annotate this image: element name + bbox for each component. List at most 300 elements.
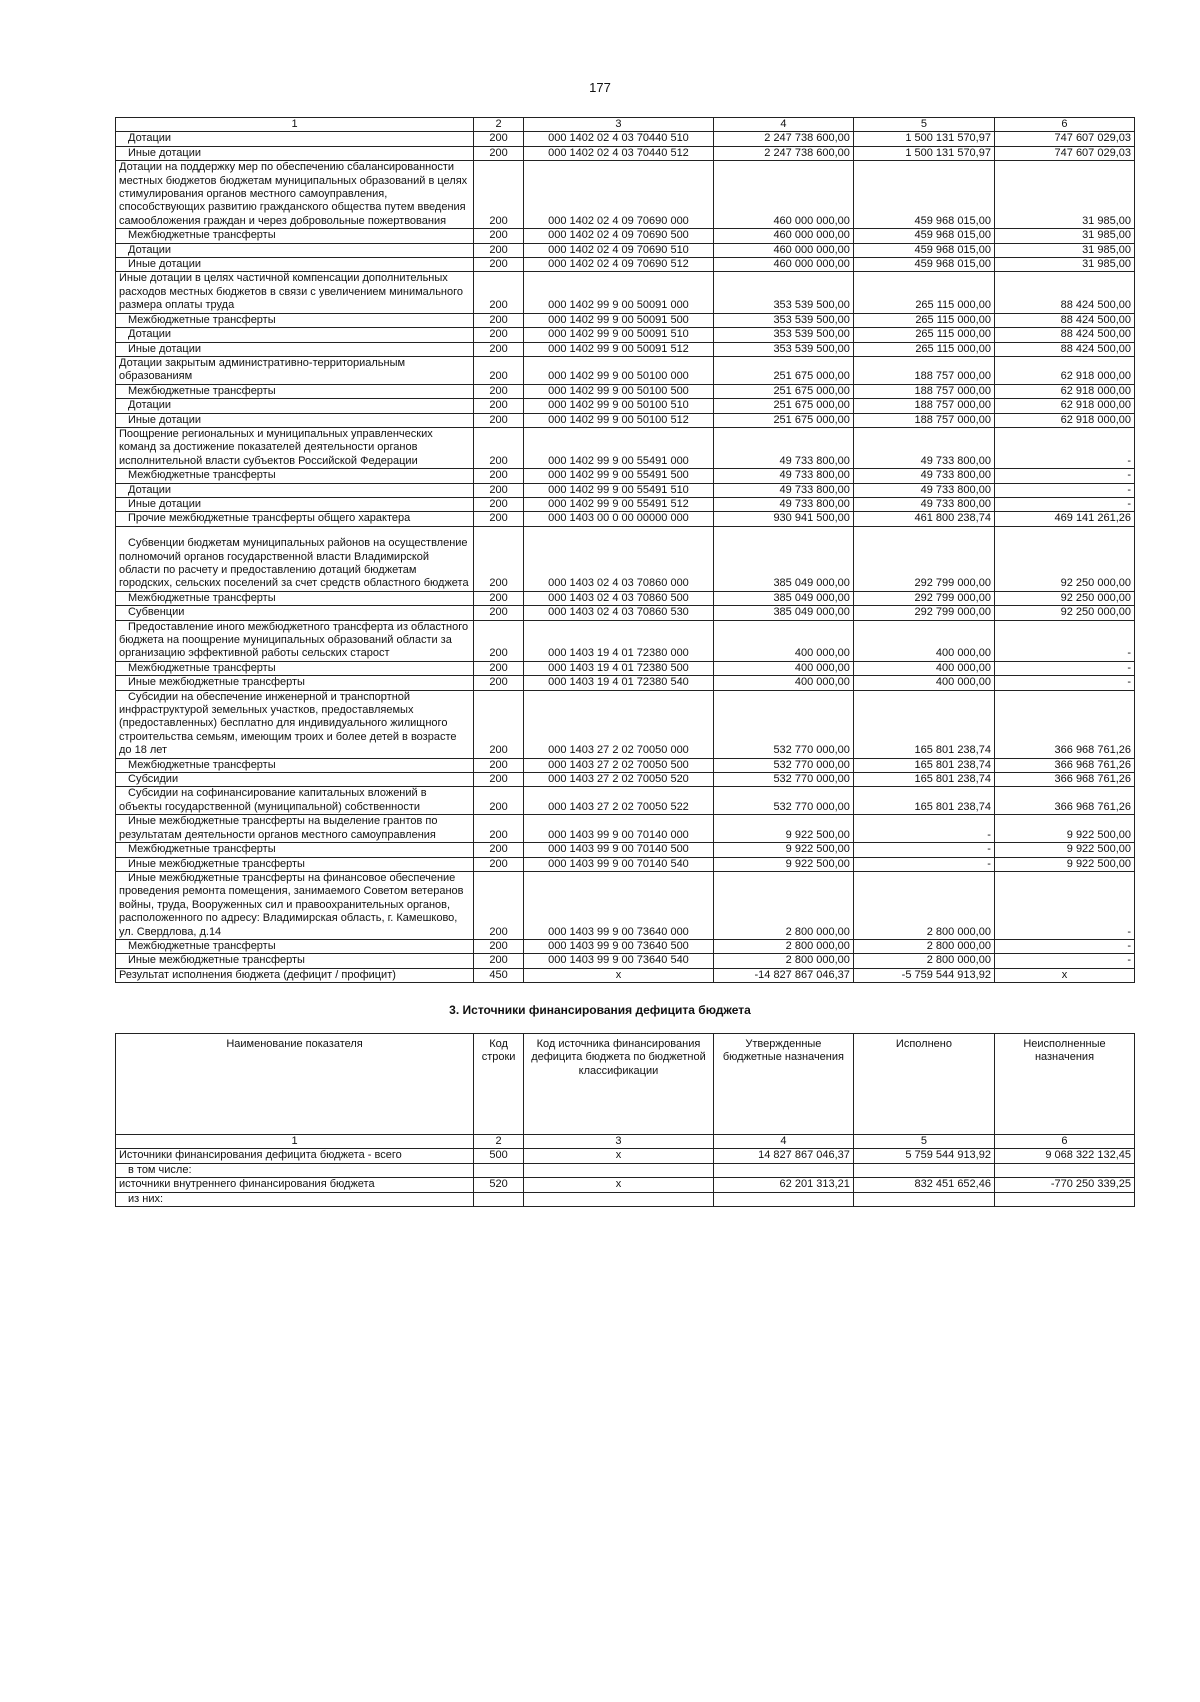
- indicator-name-cell: Иные межбюджетные трансферты: [116, 857, 474, 871]
- indicator-name-cell: Дотации: [116, 132, 474, 146]
- indicator-name-cell: Дотации на поддержку мер по обеспечению сбалансированности местных бюджетов бюджетам муниципальных образований в целях стимулирования органов местного самоуправления, способствующих развитию гражданского общества путем введения самообложения граждан и через добровольные пожертвования: [116, 161, 474, 229]
- indicator-name-cell: Межбюджетные трансферты: [116, 661, 474, 675]
- approved-amount-cell: 400 000,00: [713, 661, 853, 675]
- line-code-cell: 200: [474, 243, 524, 257]
- executed-amount-cell: 49 733 800,00: [853, 469, 994, 483]
- executed-amount-cell: 459 968 015,00: [853, 161, 994, 229]
- executed-amount-cell: 165 801 238,74: [853, 690, 994, 758]
- classification-code-cell: 000 1403 27 2 02 70050 522: [524, 787, 714, 815]
- column-number: 1: [116, 118, 474, 132]
- executed-amount-cell: 49 733 800,00: [853, 483, 994, 497]
- classification-code-cell: 000 1403 99 9 00 73640 540: [524, 954, 714, 968]
- classification-code-cell: 000 1402 02 4 09 70690 000: [524, 161, 714, 229]
- header-cell: Неисполненные назначения: [994, 1034, 1134, 1135]
- deficit-sources-table: [115, 1033, 1135, 1207]
- executed-amount-cell: 265 115 000,00: [853, 313, 994, 327]
- table-row: [116, 690, 1135, 758]
- line-code-cell: 200: [474, 413, 524, 427]
- executed-amount-cell: 292 799 000,00: [853, 591, 994, 605]
- approved-amount-cell: 930 941 500,00: [713, 512, 853, 526]
- approved-amount-cell: -14 827 867 046,37: [713, 968, 853, 982]
- line-code-cell: 200: [474, 857, 524, 871]
- table-row: [116, 954, 1135, 968]
- indicator-name-cell: Дотации закрытым административно-территориальным образованиям: [116, 356, 474, 384]
- approved-amount-cell: 353 539 500,00: [713, 342, 853, 356]
- column-number: 4: [713, 1135, 853, 1149]
- approved-amount-cell: 2 800 000,00: [713, 871, 853, 939]
- executed-amount-cell: 49 733 800,00: [853, 427, 994, 468]
- unexecuted-amount-cell: -: [994, 497, 1134, 511]
- executed-amount-cell: 292 799 000,00: [853, 606, 994, 620]
- approved-amount-cell: 353 539 500,00: [713, 328, 853, 342]
- column-number: 6: [994, 118, 1134, 132]
- line-code-cell: 200: [474, 328, 524, 342]
- table-row: [116, 591, 1135, 605]
- table-row: [116, 606, 1135, 620]
- approved-amount-cell: 49 733 800,00: [713, 427, 853, 468]
- indicator-name-cell: Субсидии: [116, 773, 474, 787]
- indicator-name-cell: Иные дотации: [116, 413, 474, 427]
- unexecuted-amount-cell: 62 918 000,00: [994, 413, 1134, 427]
- approved-amount-cell: 532 770 000,00: [713, 787, 853, 815]
- line-code-cell: 200: [474, 146, 524, 160]
- table-row: [116, 313, 1135, 327]
- executed-amount-cell: 400 000,00: [853, 620, 994, 661]
- unexecuted-amount-cell: 92 250 000,00: [994, 526, 1134, 591]
- unexecuted-amount-cell: 31 985,00: [994, 258, 1134, 272]
- expenditures-table: [115, 117, 1135, 983]
- classification-code-cell: 000 1402 99 9 00 55491 500: [524, 469, 714, 483]
- approved-amount-cell: 460 000 000,00: [713, 243, 853, 257]
- unexecuted-amount-cell: 62 918 000,00: [994, 356, 1134, 384]
- column-number: 6: [994, 1135, 1134, 1149]
- indicator-name-cell: источники внутреннего финансирования бюджета: [116, 1178, 474, 1192]
- executed-amount-cell: 459 968 015,00: [853, 243, 994, 257]
- line-code-cell: 200: [474, 384, 524, 398]
- line-code-cell: [474, 1192, 524, 1206]
- executed-amount-cell: 188 757 000,00: [853, 399, 994, 413]
- page-number: 177: [589, 80, 611, 95]
- classification-code-cell: 000 1403 99 9 00 70140 000: [524, 815, 714, 843]
- indicator-name-cell: Дотации: [116, 399, 474, 413]
- table-row: [116, 399, 1135, 413]
- approved-amount-cell: 49 733 800,00: [713, 469, 853, 483]
- line-code-cell: 200: [474, 954, 524, 968]
- approved-amount-cell: 460 000 000,00: [713, 258, 853, 272]
- unexecuted-amount-cell: -: [994, 483, 1134, 497]
- header-cell: Код строки: [474, 1034, 524, 1135]
- classification-code-cell: 000 1402 99 9 00 50100 500: [524, 384, 714, 398]
- unexecuted-amount-cell: -: [994, 661, 1134, 675]
- classification-code-cell: x: [524, 1178, 714, 1192]
- header-cell: Исполнено: [853, 1034, 994, 1135]
- classification-code-cell: 000 1402 02 4 09 70690 500: [524, 229, 714, 243]
- classification-code-cell: 000 1403 99 9 00 73640 500: [524, 939, 714, 953]
- executed-amount-cell: -: [853, 815, 994, 843]
- classification-code-cell: 000 1403 99 9 00 73640 000: [524, 871, 714, 939]
- table-row: [116, 243, 1135, 257]
- header-row: [116, 1034, 1135, 1135]
- table-row: [116, 328, 1135, 342]
- classification-code-cell: 000 1402 99 9 00 50100 512: [524, 413, 714, 427]
- classification-code-cell: 000 1403 27 2 02 70050 000: [524, 690, 714, 758]
- header-cell: Утвержденные бюджетные назначения: [713, 1034, 853, 1135]
- unexecuted-amount-cell: -: [994, 939, 1134, 953]
- indicator-name-cell: Дотации: [116, 483, 474, 497]
- table-row: [116, 1192, 1135, 1206]
- indicator-name-cell: Межбюджетные трансферты: [116, 843, 474, 857]
- line-code-cell: 200: [474, 258, 524, 272]
- indicator-name-cell: Иные дотации: [116, 342, 474, 356]
- executed-amount-cell: 292 799 000,00: [853, 526, 994, 591]
- unexecuted-amount-cell: 92 250 000,00: [994, 606, 1134, 620]
- approved-amount-cell: 400 000,00: [713, 676, 853, 690]
- indicator-name-cell: Субвенции: [116, 606, 474, 620]
- classification-code-cell: 000 1402 02 4 09 70690 512: [524, 258, 714, 272]
- unexecuted-amount-cell: 31 985,00: [994, 161, 1134, 229]
- unexecuted-amount-cell: 9 922 500,00: [994, 815, 1134, 843]
- unexecuted-amount-cell: [994, 1192, 1134, 1206]
- table-row: [116, 469, 1135, 483]
- line-code-cell: 200: [474, 272, 524, 313]
- table-row: [116, 497, 1135, 511]
- classification-code-cell: 000 1402 99 9 00 50091 000: [524, 272, 714, 313]
- classification-code-cell: 000 1402 02 4 03 70440 512: [524, 146, 714, 160]
- approved-amount-cell: 2 247 738 600,00: [713, 132, 853, 146]
- line-code-cell: 500: [474, 1149, 524, 1163]
- approved-amount-cell: [713, 1192, 853, 1206]
- indicator-name-cell: Иные межбюджетные трансферты на выделение грантов по результатам деятельности органов местного самоуправления: [116, 815, 474, 843]
- unexecuted-amount-cell: 9 922 500,00: [994, 843, 1134, 857]
- table-row: [116, 384, 1135, 398]
- approved-amount-cell: 2 800 000,00: [713, 939, 853, 953]
- approved-amount-cell: 532 770 000,00: [713, 690, 853, 758]
- approved-amount-cell: 9 922 500,00: [713, 857, 853, 871]
- table-row: [116, 1163, 1135, 1177]
- indicator-name-cell: Межбюджетные трансферты: [116, 939, 474, 953]
- classification-code-cell: 000 1403 02 4 03 70860 500: [524, 591, 714, 605]
- unexecuted-amount-cell: -: [994, 469, 1134, 483]
- approved-amount-cell: 9 922 500,00: [713, 815, 853, 843]
- approved-amount-cell: 460 000 000,00: [713, 229, 853, 243]
- unexecuted-amount-cell: 31 985,00: [994, 243, 1134, 257]
- unexecuted-amount-cell: -: [994, 620, 1134, 661]
- table-row: [116, 512, 1135, 526]
- approved-amount-cell: 251 675 000,00: [713, 356, 853, 384]
- classification-code-cell: x: [524, 1149, 714, 1163]
- approved-amount-cell: 385 049 000,00: [713, 526, 853, 591]
- indicator-name-cell: Дотации: [116, 243, 474, 257]
- classification-code-cell: 000 1403 19 4 01 72380 000: [524, 620, 714, 661]
- line-code-cell: 200: [474, 313, 524, 327]
- unexecuted-amount-cell: 366 968 761,26: [994, 690, 1134, 758]
- approved-amount-cell: 532 770 000,00: [713, 758, 853, 772]
- table-row: [116, 161, 1135, 229]
- table-row: [116, 342, 1135, 356]
- line-code-cell: 200: [474, 843, 524, 857]
- column-number-row: [116, 118, 1135, 132]
- column-number: 2: [474, 118, 524, 132]
- approved-amount-cell: 400 000,00: [713, 620, 853, 661]
- executed-amount-cell: 265 115 000,00: [853, 272, 994, 313]
- executed-amount-cell: 165 801 238,74: [853, 758, 994, 772]
- executed-amount-cell: -: [853, 857, 994, 871]
- classification-code-cell: 000 1403 02 4 03 70860 530: [524, 606, 714, 620]
- classification-code-cell: 000 1402 02 4 03 70440 510: [524, 132, 714, 146]
- indicator-name-cell: Иные дотации: [116, 497, 474, 511]
- approved-amount-cell: 460 000 000,00: [713, 161, 853, 229]
- indicator-name-cell: Межбюджетные трансферты: [116, 384, 474, 398]
- line-code-cell: 200: [474, 606, 524, 620]
- line-code-cell: 200: [474, 620, 524, 661]
- column-number: 5: [853, 1135, 994, 1149]
- approved-amount-cell: 385 049 000,00: [713, 606, 853, 620]
- indicator-name-cell: из них:: [116, 1192, 474, 1206]
- table-row: [116, 427, 1135, 468]
- executed-amount-cell: 1 500 131 570,97: [853, 146, 994, 160]
- line-code-cell: 200: [474, 661, 524, 675]
- classification-code-cell: 000 1402 99 9 00 50091 500: [524, 313, 714, 327]
- executed-amount-cell: [853, 1163, 994, 1177]
- classification-code-cell: 000 1402 99 9 00 50100 000: [524, 356, 714, 384]
- classification-code-cell: 000 1403 27 2 02 70050 520: [524, 773, 714, 787]
- table-row: [116, 258, 1135, 272]
- classification-code-cell: [524, 1192, 714, 1206]
- classification-code-cell: [524, 1163, 714, 1177]
- section-title: 3. Источники финансирования дефицита бюджета: [449, 1003, 751, 1017]
- line-code-cell: 200: [474, 773, 524, 787]
- line-code-cell: 200: [474, 512, 524, 526]
- approved-amount-cell: 251 675 000,00: [713, 384, 853, 398]
- classification-code-cell: 000 1402 99 9 00 50100 510: [524, 399, 714, 413]
- executed-amount-cell: 2 800 000,00: [853, 871, 994, 939]
- line-code-cell: 200: [474, 787, 524, 815]
- executed-amount-cell: 459 968 015,00: [853, 258, 994, 272]
- indicator-name-cell: Результат исполнения бюджета (дефицит / профицит): [116, 968, 474, 982]
- table-row: [116, 815, 1135, 843]
- line-code-cell: 200: [474, 399, 524, 413]
- line-code-cell: 200: [474, 342, 524, 356]
- executed-amount-cell: 400 000,00: [853, 676, 994, 690]
- deficit-sources-table-body: [116, 1034, 1135, 1207]
- indicator-name-cell: Межбюджетные трансферты: [116, 591, 474, 605]
- approved-amount-cell: 49 733 800,00: [713, 483, 853, 497]
- table-row: [116, 413, 1135, 427]
- table-row: [116, 939, 1135, 953]
- unexecuted-amount-cell: 31 985,00: [994, 229, 1134, 243]
- indicator-name-cell: Иные межбюджетные трансферты: [116, 676, 474, 690]
- executed-amount-cell: 400 000,00: [853, 661, 994, 675]
- classification-code-cell: 000 1402 99 9 00 50091 512: [524, 342, 714, 356]
- table-row: [116, 146, 1135, 160]
- approved-amount-cell: 14 827 867 046,37: [713, 1149, 853, 1163]
- classification-code-cell: 000 1402 99 9 00 50091 510: [524, 328, 714, 342]
- approved-amount-cell: 353 539 500,00: [713, 272, 853, 313]
- line-code-cell: 520: [474, 1178, 524, 1192]
- unexecuted-amount-cell: 92 250 000,00: [994, 591, 1134, 605]
- approved-amount-cell: 2 247 738 600,00: [713, 146, 853, 160]
- unexecuted-amount-cell: 62 918 000,00: [994, 384, 1134, 398]
- line-code-cell: 200: [474, 526, 524, 591]
- line-code-cell: 200: [474, 497, 524, 511]
- unexecuted-amount-cell: 9 922 500,00: [994, 857, 1134, 871]
- unexecuted-amount-cell: -: [994, 871, 1134, 939]
- line-code-cell: 200: [474, 871, 524, 939]
- line-code-cell: 200: [474, 356, 524, 384]
- table-row: [116, 871, 1135, 939]
- unexecuted-amount-cell: 88 424 500,00: [994, 328, 1134, 342]
- indicator-name-cell: Межбюджетные трансферты: [116, 313, 474, 327]
- indicator-name-cell: в том числе:: [116, 1163, 474, 1177]
- approved-amount-cell: 251 675 000,00: [713, 399, 853, 413]
- approved-amount-cell: 353 539 500,00: [713, 313, 853, 327]
- executed-amount-cell: 832 451 652,46: [853, 1178, 994, 1192]
- header-cell: Код источника финансирования дефицита бюджета по бюджетной классификации: [524, 1034, 714, 1135]
- executed-amount-cell: 2 800 000,00: [853, 939, 994, 953]
- line-code-cell: 200: [474, 676, 524, 690]
- executed-amount-cell: -5 759 544 913,92: [853, 968, 994, 982]
- unexecuted-amount-cell: -: [994, 954, 1134, 968]
- approved-amount-cell: 385 049 000,00: [713, 591, 853, 605]
- unexecuted-amount-cell: 9 068 322 132,45: [994, 1149, 1134, 1163]
- indicator-name-cell: Иные дотации: [116, 146, 474, 160]
- table-row: [116, 676, 1135, 690]
- unexecuted-amount-cell: x: [994, 968, 1134, 982]
- table-row: [116, 773, 1135, 787]
- line-code-cell: 200: [474, 161, 524, 229]
- table-row: [116, 272, 1135, 313]
- unexecuted-amount-cell: 747 607 029,03: [994, 132, 1134, 146]
- classification-code-cell: 000 1403 19 4 01 72380 540: [524, 676, 714, 690]
- approved-amount-cell: 49 733 800,00: [713, 497, 853, 511]
- classification-code-cell: 000 1402 99 9 00 55491 510: [524, 483, 714, 497]
- executed-amount-cell: 49 733 800,00: [853, 497, 994, 511]
- line-code-cell: 200: [474, 690, 524, 758]
- unexecuted-amount-cell: [994, 1163, 1134, 1177]
- classification-code-cell: x: [524, 968, 714, 982]
- classification-code-cell: 000 1403 02 4 03 70860 000: [524, 526, 714, 591]
- expenditures-table-body: [116, 118, 1135, 983]
- executed-amount-cell: 1 500 131 570,97: [853, 132, 994, 146]
- unexecuted-amount-cell: 88 424 500,00: [994, 313, 1134, 327]
- indicator-name-cell: Иные межбюджетные трансферты: [116, 954, 474, 968]
- classification-code-cell: 000 1403 00 0 00 00000 000: [524, 512, 714, 526]
- table-row: [116, 1178, 1135, 1192]
- table-row: [116, 620, 1135, 661]
- line-code-cell: 200: [474, 132, 524, 146]
- classification-code-cell: 000 1403 19 4 01 72380 500: [524, 661, 714, 675]
- unexecuted-amount-cell: -: [994, 676, 1134, 690]
- unexecuted-amount-cell: 366 968 761,26: [994, 758, 1134, 772]
- indicator-name-cell: Субсидии на софинансирование капитальных вложений в объекты государственной (муниципальной) собственности: [116, 787, 474, 815]
- classification-code-cell: 000 1403 27 2 02 70050 500: [524, 758, 714, 772]
- executed-amount-cell: 188 757 000,00: [853, 356, 994, 384]
- approved-amount-cell: 2 800 000,00: [713, 954, 853, 968]
- executed-amount-cell: 5 759 544 913,92: [853, 1149, 994, 1163]
- table-row: [116, 857, 1135, 871]
- column-number: 3: [524, 118, 714, 132]
- line-code-cell: [474, 1163, 524, 1177]
- line-code-cell: 200: [474, 758, 524, 772]
- indicator-name-cell: Межбюджетные трансферты: [116, 758, 474, 772]
- line-code-cell: 200: [474, 483, 524, 497]
- indicator-name-cell: Поощрение региональных и муниципальных управленческих команд за достижение показателей деятельности органов исполнительной власти субъектов Российской Федерации: [116, 427, 474, 468]
- indicator-name-cell: Дотации: [116, 328, 474, 342]
- executed-amount-cell: 188 757 000,00: [853, 384, 994, 398]
- unexecuted-amount-cell: 366 968 761,26: [994, 787, 1134, 815]
- executed-amount-cell: 459 968 015,00: [853, 229, 994, 243]
- column-number: 3: [524, 1135, 714, 1149]
- executed-amount-cell: 2 800 000,00: [853, 954, 994, 968]
- classification-code-cell: 000 1402 02 4 09 70690 510: [524, 243, 714, 257]
- column-number: 1: [116, 1135, 474, 1149]
- column-number-row: [116, 1135, 1135, 1149]
- column-number: 4: [713, 118, 853, 132]
- executed-amount-cell: 165 801 238,74: [853, 787, 994, 815]
- executed-amount-cell: 265 115 000,00: [853, 328, 994, 342]
- unexecuted-amount-cell: -770 250 339,25: [994, 1178, 1134, 1192]
- approved-amount-cell: 9 922 500,00: [713, 843, 853, 857]
- executed-amount-cell: 188 757 000,00: [853, 413, 994, 427]
- unexecuted-amount-cell: -: [994, 427, 1134, 468]
- executed-amount-cell: 165 801 238,74: [853, 773, 994, 787]
- line-code-cell: 200: [474, 469, 524, 483]
- approved-amount-cell: 251 675 000,00: [713, 413, 853, 427]
- line-code-cell: 200: [474, 427, 524, 468]
- executed-amount-cell: 461 800 238,74: [853, 512, 994, 526]
- indicator-name-cell: Межбюджетные трансферты: [116, 229, 474, 243]
- unexecuted-amount-cell: 88 424 500,00: [994, 272, 1134, 313]
- executed-amount-cell: 265 115 000,00: [853, 342, 994, 356]
- table-row: [116, 526, 1135, 591]
- indicator-name-cell: Субвенции бюджетам муниципальных районов на осуществление полномочий органов государственной власти Владимирской области по расчету и предоставлению дотаций бюджетам городских, сельских поселений за счет средств областного бюджета: [116, 526, 474, 591]
- classification-code-cell: 000 1402 99 9 00 55491 512: [524, 497, 714, 511]
- indicator-name-cell: Прочие межбюджетные трансферты общего характера: [116, 512, 474, 526]
- table-row: [116, 356, 1135, 384]
- executed-amount-cell: [853, 1192, 994, 1206]
- table-row: [116, 132, 1135, 146]
- approved-amount-cell: 532 770 000,00: [713, 773, 853, 787]
- executed-amount-cell: -: [853, 843, 994, 857]
- approved-amount-cell: [713, 1163, 853, 1177]
- table-row: [116, 661, 1135, 675]
- line-code-cell: 450: [474, 968, 524, 982]
- indicator-name-cell: Иные межбюджетные трансферты на финансовое обеспечение проведения ремонта помещения, занимаемого Советом ветеранов войны, труда, Вооруженных сил и правоохранительных органов, расположенного по адресу: Владимирская область, г. Камешково, ул. Свердлова, д.14: [116, 871, 474, 939]
- unexecuted-amount-cell: 62 918 000,00: [994, 399, 1134, 413]
- column-number: 5: [853, 118, 994, 132]
- indicator-name-cell: Источники финансирования дефицита бюджета - всего: [116, 1149, 474, 1163]
- table-row: [116, 787, 1135, 815]
- classification-code-cell: 000 1403 99 9 00 70140 540: [524, 857, 714, 871]
- column-number: 2: [474, 1135, 524, 1149]
- line-code-cell: 200: [474, 939, 524, 953]
- indicator-name-cell: Иные дотации: [116, 258, 474, 272]
- header-cell: Наименование показателя: [116, 1034, 474, 1135]
- table-row: [116, 1149, 1135, 1163]
- approved-amount-cell: 62 201 313,21: [713, 1178, 853, 1192]
- unexecuted-amount-cell: 366 968 761,26: [994, 773, 1134, 787]
- line-code-cell: 200: [474, 591, 524, 605]
- indicator-name-cell: Межбюджетные трансферты: [116, 469, 474, 483]
- indicator-name-cell: Иные дотации в целях частичной компенсации дополнительных расходов местных бюджетов в связи с увеличением минимального размера оплаты труда: [116, 272, 474, 313]
- table-row: [116, 229, 1135, 243]
- line-code-cell: 200: [474, 815, 524, 843]
- unexecuted-amount-cell: 88 424 500,00: [994, 342, 1134, 356]
- unexecuted-amount-cell: 747 607 029,03: [994, 146, 1134, 160]
- table-row: [116, 483, 1135, 497]
- indicator-name-cell: Предоставление иного межбюджетного трансферта из областного бюджета на поощрение муниципальных образований области за организацию эффективной работы сельских старост: [116, 620, 474, 661]
- table-row: [116, 843, 1135, 857]
